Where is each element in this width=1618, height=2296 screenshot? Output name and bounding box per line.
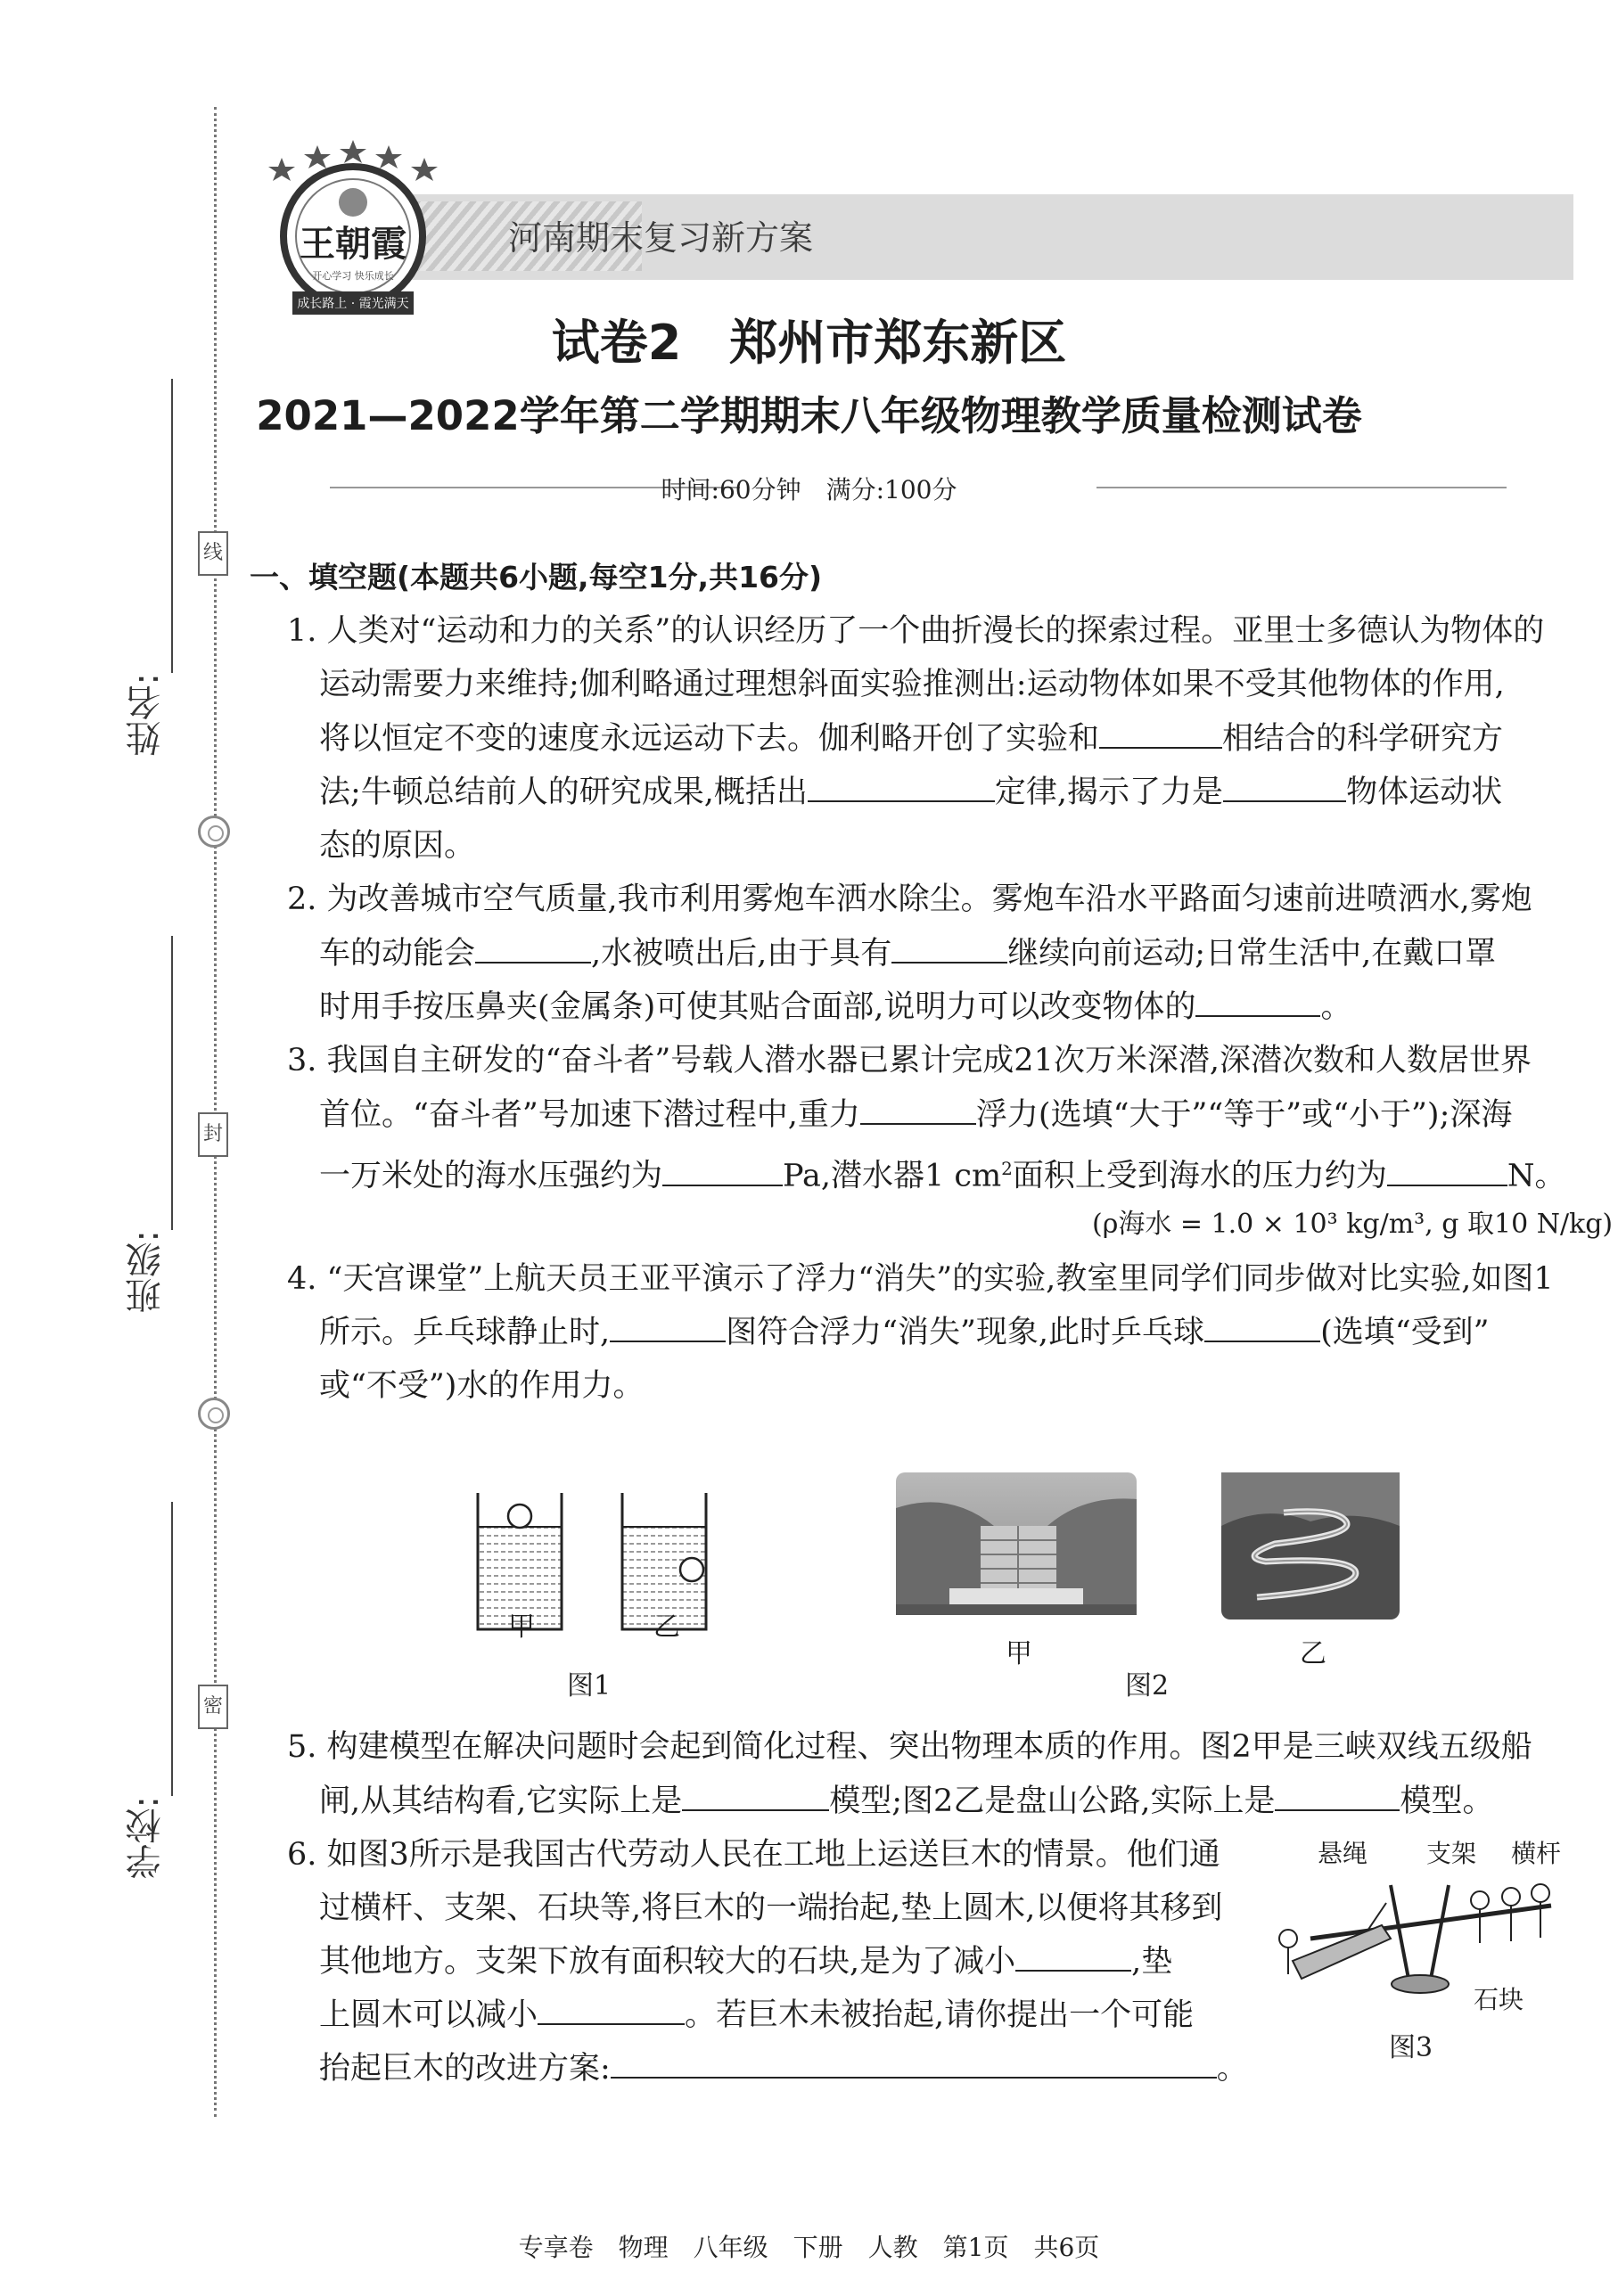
q6-blank-1[interactable] bbox=[1015, 1939, 1131, 1972]
school-blank-line[interactable] bbox=[171, 1502, 173, 1796]
fig3-label-bar: 横杆 bbox=[1511, 1839, 1562, 1868]
q6-line-3: 其他地方。支架下放有面积较大的石块,是为了减小 ,垫 bbox=[319, 1937, 1172, 1988]
logo-sub: 开心学习 快乐成长 bbox=[312, 270, 394, 282]
ping-pong-ball-jia bbox=[508, 1505, 531, 1528]
class-label: 班级: bbox=[126, 1230, 167, 1314]
q1-blank-1[interactable] bbox=[1099, 717, 1222, 749]
q1-line-2: 运动需要力来维持;伽利略通过理想斜面实验推测出:运动物体如果不受其他物体的作用, bbox=[319, 667, 1505, 702]
q3-constants-note: (ρ海水 = 1.0 × 10³ kg/m³, g 取10 N/kg) bbox=[1092, 1209, 1614, 1240]
page-footer: 专享卷 物理 八年级 下册 人教 第1页 共6页 bbox=[518, 2233, 1100, 2262]
seal-char-xian: 线 bbox=[198, 531, 228, 576]
logo-motto: 成长路上 · 霞光满天 bbox=[297, 297, 409, 311]
q2-line-1: 2. 为改善城市空气质量,我市利用雾炮车洒水除尘。雾炮车沿水平路面匀速前进喷洒水,雾炮 bbox=[287, 882, 1532, 917]
q4-line-3: 或“不受”)水的作用力。 bbox=[319, 1368, 645, 1404]
q6-line-2: 过横杆、支架、石块等,将巨木的一端抬起,垫上圆木,以便将其移到 bbox=[319, 1890, 1223, 1926]
lever-bar bbox=[1310, 1906, 1551, 1939]
q1-blank-2[interactable] bbox=[808, 770, 995, 802]
fig2-caption: 图2 bbox=[1125, 1670, 1170, 1702]
q2-blank-2[interactable] bbox=[891, 931, 1007, 964]
fig1-caption: 图1 bbox=[567, 1670, 612, 1702]
q6-line-1: 6. 如图3所示是我国古代劳动人民在工地上运送巨木的情景。他们通 bbox=[287, 1837, 1220, 1873]
q3-blank-2[interactable] bbox=[662, 1154, 783, 1186]
q5-line-1: 5. 构建模型在解决问题时会起到简化过程、突出物理本质的作用。图2甲是三峡双线五级船 bbox=[287, 1729, 1532, 1765]
q3-line-2: 首位。“奋斗者”号加速下潜过程中,重力 浮力(选填“大于”“等于”或“小于”);深海 bbox=[319, 1090, 1512, 1141]
q1-line-1: 1. 人类对“运动和力的关系”的认识经历了一个曲折漫长的探索过程。亚里士多德认为物体的 bbox=[287, 613, 1545, 649]
q6-line-4: 上圆木可以减小 。若巨木未被抬起,请你提出一个可能 bbox=[319, 1990, 1194, 2041]
time-info: 时间:60分钟 满分:100分 bbox=[661, 475, 957, 504]
q4-line-1: 4. “天宫课堂”上航天员王亚平演示了浮力“消失”的实验,教室里同学们同步做对比实验,如图1 bbox=[287, 1261, 1554, 1297]
q2-blank-1[interactable] bbox=[475, 931, 591, 964]
page-title: 试卷2 郑州市郑东新区 bbox=[551, 315, 1067, 371]
q5-blank-2[interactable] bbox=[1275, 1779, 1400, 1811]
name-label: 姓名: bbox=[126, 673, 167, 757]
q3-blank-1[interactable] bbox=[860, 1093, 976, 1125]
page-subtitle: 2021—2022学年第二学期期末八年级物理教学质量检测试卷 bbox=[256, 392, 1362, 439]
q4-blank-2[interactable] bbox=[1204, 1310, 1320, 1342]
q1-line-5: 态的原因。 bbox=[319, 828, 476, 864]
q1-blank-3[interactable] bbox=[1223, 770, 1346, 802]
figure-2-ship-lock-photo bbox=[896, 1472, 1137, 1615]
seal-char-mi: 密 bbox=[198, 1685, 228, 1729]
ping-pong-ball-yi bbox=[680, 1558, 703, 1581]
q4-blank-1[interactable] bbox=[610, 1310, 726, 1342]
figure-2-mountain-road-photo bbox=[1221, 1472, 1400, 1620]
q3-blank-3[interactable] bbox=[1387, 1154, 1507, 1186]
logo-name: 王朝霞 bbox=[300, 223, 407, 265]
margin-ornament-icon bbox=[198, 1398, 230, 1430]
q2-blank-3[interactable] bbox=[1195, 985, 1320, 1017]
school-label: 学校: bbox=[126, 1796, 167, 1880]
fig1-label-jia: 甲 bbox=[508, 1611, 535, 1643]
q6-blank-3[interactable] bbox=[611, 2046, 1217, 2079]
q2-line-3: 时用手按压鼻夹(金属条)可使其贴合面部,说明力可以改变物体的 。 bbox=[319, 982, 1351, 1033]
fig3-label-frame: 支架 bbox=[1426, 1839, 1477, 1868]
q1-line-3: 将以恒定不变的速度永远运动下去。伽利略开创了实验和 相结合的科学研究方 bbox=[319, 714, 1503, 765]
q5-line-2: 闸,从其结构看,它实际上是 模型;图2乙是盘山公路,实际上是 模型。 bbox=[319, 1776, 1493, 1827]
fig2-label-yi: 乙 bbox=[1300, 1638, 1326, 1669]
q2-line-2: 车的动能会 ,水被喷出后,由于具有 继续向前运动;日常生活中,在戴口罩 bbox=[319, 929, 1496, 980]
q3-line-1: 3. 我国自主研发的“奋斗者”号载人潜水器已累计完成21次万米深潜,深潜次数和人数居世界 bbox=[287, 1043, 1532, 1078]
stone-block bbox=[1392, 1975, 1449, 1993]
banner-text: 河南期末复习新方案 bbox=[508, 218, 814, 258]
seal-char-feng: 封 bbox=[198, 1112, 228, 1157]
fig3-label-stone: 石块 bbox=[1474, 1985, 1524, 2014]
q1-line-4: 法;牛顿总结前人的研究成果,概括出 定律,揭示了力是 物体运动状 bbox=[319, 767, 1502, 818]
q4-line-2: 所示。乒乓球静止时, 图符合浮力“消失”现象,此时乒乓球 (选填“受到” bbox=[319, 1308, 1490, 1358]
support-frame bbox=[1391, 1885, 1449, 1979]
class-blank-line[interactable] bbox=[171, 936, 173, 1230]
q5-blank-1[interactable] bbox=[682, 1779, 829, 1811]
margin-ornament-icon bbox=[198, 816, 230, 848]
fig2-label-jia: 甲 bbox=[1006, 1638, 1032, 1669]
q6-blank-2[interactable] bbox=[538, 1993, 685, 2025]
section-heading: 一、填空题(本题共6小题,每空1分,共16分) bbox=[250, 560, 823, 594]
fig3-label-rope: 悬绳 bbox=[1318, 1839, 1368, 1868]
q6-line-5: 抬起巨木的改进方案: 。 bbox=[319, 2044, 1248, 2095]
q3-line-3: 一万米处的海水压强约为 Pa,潜水器1 $cm^2$面积上受到海水的压力约为 N。 bbox=[319, 1144, 1566, 1202]
fig1-label-yi: 乙 bbox=[653, 1611, 680, 1643]
fig3-caption: 图3 bbox=[1389, 2032, 1433, 2063]
logo bbox=[255, 129, 451, 334]
